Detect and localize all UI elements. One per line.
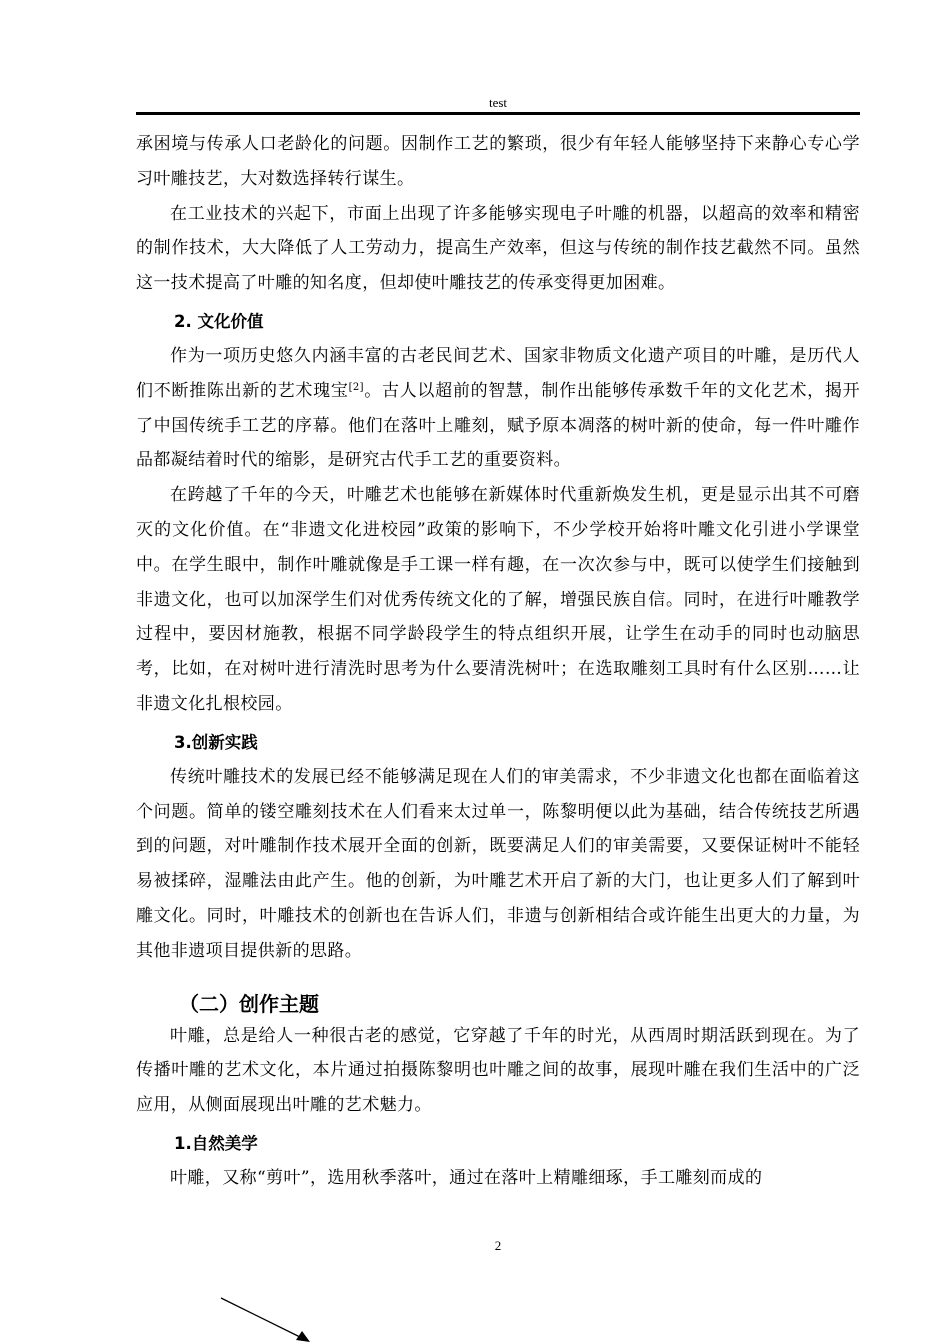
page-number: 2: [494, 1238, 502, 1253]
header-rule: [136, 112, 860, 115]
section-heading-theme: （二）创作主题: [179, 991, 319, 1016]
paragraph-industry: 在工业技术的兴起下，市面上出现了许多能够实现电子叶雕的机器，以超高的效率和精密的制作技术，大大降低了人工劳动力，提高生产效率，但这与传统的制作技艺截然不同。虽然这一技术提高了叶雕的知名度，但却使叶雕技艺的传承变得更加困难。: [136, 203, 860, 294]
paragraph-text: 作为一项历史悠久内涵丰富的古老民间艺术、国家非物质文化遗产项目的叶雕，是历代人们不断推陈出新的艺术瑰宝: [136, 345, 860, 401]
heading-innovation: 3.创新实践: [174, 732, 258, 752]
arrow-icon: [210, 1290, 320, 1344]
heading-culture-value: 2. 文化价值: [174, 311, 264, 331]
paragraph-natural: 叶雕，又称“剪叶”，选用秋季落叶，通过在落叶上精雕细琢，手工雕刻而成的: [170, 1167, 763, 1188]
paragraph-continued: 承困境与传承人口老龄化的问题。因制作工艺的繁琐，很少有年轻人能够坚持下来静心专心学习叶雕技艺，大对数选择转行谋生。: [136, 134, 860, 189]
document-body: [136, 127, 860, 1196]
citation-ref: [2]: [348, 381, 364, 393]
paragraph-culture-history: [136, 339, 860, 478]
paragraph-culture-school: 在跨越了千年的今天，叶雕艺术也能够在新媒体时代重新焕发生机，更是显示出其不可磨灭的文化价值。在“非遗文化进校园”政策的影响下，不少学校开始将叶雕文化引进小学课堂中。在学生眼中，制作叶雕就像是手工课一样有趣，在一次次参与中，既可以使学生们接触到非遗文化，也可以加深学生们对优秀传统文化的了解，增强民族自信。同时，在进行叶雕教学过程中，要因材施教，根据不同学龄段学生的特点组织开展，让学生在动手的同时也动脑思考，比如，在对树叶进行清洗时思考为什么要清洗树叶；在选取雕刻工具时有什么区别……让非遗文化扎根校园。: [136, 485, 860, 714]
page-header: test: [488, 95, 508, 110]
paragraph-text: 。古人以超前的智慧，制作出能够传承数千年的文化艺术，揭开了中国传统手工艺的序幕。他们在落叶上雕刻，赋予原本凋落的树叶新的使命，每一件叶雕作品都凝结着时代的缩影，是研究古代手工艺的重要资料。: [136, 380, 860, 471]
heading-natural-aesthetics: 1.自然美学: [174, 1133, 258, 1153]
paragraph-innovation: 传统叶雕技术的发展已经不能够满足现在人们的审美需求，不少非遗文化也都在面临着这个问题。简单的镂空雕刻技术在人们看来太过单一，陈黎明便以此为基础，结合传统技艺所遇到的问题，对叶雕制作技术展开全面的创新，既要满足人们的审美需要，又要保证树叶不能轻易被揉碎，湿雕法由此产生。他的创新，为叶雕艺术开启了新的大门，也让更多人们了解到叶雕文化。同时，叶雕技术的创新也在告诉人们，非遗与创新相结合或许能生出更大的力量，为其他非遗项目提供新的思路。: [136, 766, 860, 961]
paragraph-theme: 叶雕，总是给人一种很古老的感觉，它穿越了千年的时光，从西周时期活跃到现在。为了传播叶雕的艺术文化，本片通过拍摄陈黎明也叶雕之间的故事，展现叶雕在我们生活中的广泛应用，从侧面展现出叶雕的艺术魅力。: [136, 1025, 860, 1116]
